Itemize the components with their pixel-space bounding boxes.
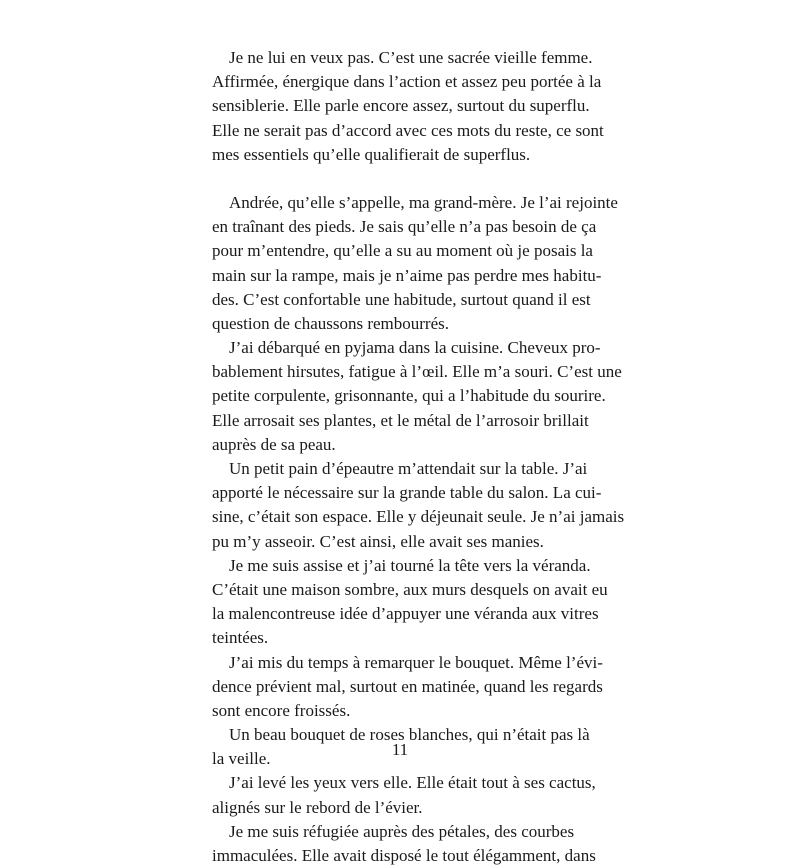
paragraph: [212, 457, 625, 554]
text-line: question de chaussons rembourrés.: [212, 313, 450, 333]
text-line: la veille.: [212, 749, 271, 769]
text-line: mes essentiels qu’elle qualifierait de superflus.: [212, 144, 531, 164]
text-line: Je ne lui en veux pas. C’est une sacrée vieille femme.: [229, 48, 593, 67]
text-line: C’était une maison sombre, aux murs desquels on avait eu: [212, 579, 608, 599]
text-line: alignés sur le rebord de l’évier.: [212, 797, 423, 817]
text-line: sine, c’était son espace. Elle y déjeunait seule. Je n’ai jamais: [212, 507, 625, 527]
text-line: J’ai levé les yeux vers elle. Elle était tout à ses cactus,: [229, 773, 596, 793]
paragraph: [212, 554, 608, 651]
text-line: apporté le nécessaire sur la grande table du salon. La cui-: [212, 483, 602, 503]
paragraph: [212, 651, 603, 724]
text-line: J’ai mis du temps à remarquer le bouquet. Même l’évi-: [229, 652, 603, 672]
paragraph: [212, 46, 604, 167]
text-line: Un petit pain d’épeautre m’attendait sur la table. J’ai: [229, 459, 588, 478]
text-line: pour m’entendre, qu’elle a su au moment où je posais la: [212, 241, 593, 261]
text-line: Andrée, qu’elle s’appelle, ma grand-mère. Je l’ai rejointe: [229, 192, 618, 212]
text-line: sont encore froissés.: [212, 700, 351, 720]
text-line: Je me suis réfugiée auprès des pétales, des courbes: [229, 821, 575, 841]
text-line: J’ai débarqué en pyjama dans la cuisine. Cheveux pro-: [229, 338, 601, 358]
text-line: Affirmée, énergique dans l’action et assez peu portée à la: [212, 72, 602, 92]
text-line: la malencontreuse idée d’appuyer une véranda aux vitres: [212, 604, 599, 624]
text-line: immaculées. Elle avait disposé le tout élégamment, dans: [212, 846, 596, 865]
text-line: Un beau bouquet de roses blanches, qui n’était pas là: [229, 725, 590, 745]
paragraph: [212, 771, 596, 819]
text-line: sensiblerie. Elle parle encore assez, surtout du superflu.: [212, 96, 590, 116]
text-line: petite corpulente, grisonnante, qui a l’habitude du sourire.: [212, 386, 606, 406]
paragraph: [212, 336, 622, 457]
text-line: teintées.: [212, 628, 269, 648]
text-line: Elle arrosait ses plantes, et le métal de l’arrosoir brillait: [212, 410, 589, 430]
text-line: en traînant des pieds. Je sais qu’elle n’a pas besoin de ça: [212, 217, 597, 237]
text-line: pu m’y asseoir. C’est ainsi, elle avait ses manies.: [212, 531, 544, 551]
text-line: Elle ne serait pas d’accord avec ces mots du reste, ce sont: [212, 120, 604, 140]
text-line: dence prévient mal, surtout en matinée, quand les regards: [212, 676, 603, 696]
text-line: bablement hirsutes, fatigue à l’œil. Elle m’a souri. C’est une: [212, 362, 622, 382]
paragraph: [212, 191, 618, 336]
text-line: auprès de sa peau.: [212, 434, 336, 454]
text-line: Je me suis assise et j’ai tourné la tête vers la véranda.: [229, 555, 591, 575]
text-line: main sur la rampe, mais je n’aime pas perdre mes habitu-: [212, 265, 602, 285]
page-number: 11: [391, 740, 409, 759]
paragraph: [212, 820, 596, 868]
section-break: [212, 167, 572, 191]
text-line: des. C’est confortable une habitude, surtout quand il est: [212, 289, 591, 309]
